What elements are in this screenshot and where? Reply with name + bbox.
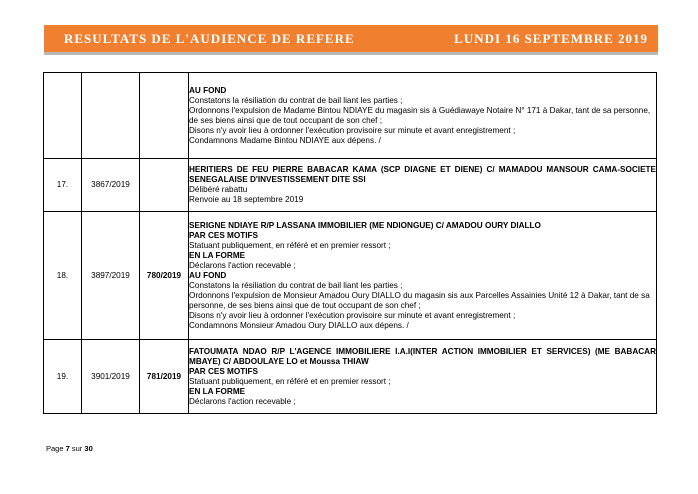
case-text-line: Ordonnons l'expulsion de Monsieur Amadou Oury DIALLO du magasin sis aux Parcelles Assainies Unité 12 à Dakar, tant de sa personne, de ses biens ainsi que de tout occupant de son chef ; <box>189 290 650 310</box>
case-text-line: Condamnons Madame Bintou NDIAYE aux dépens. / <box>189 135 381 145</box>
header-banner <box>44 25 658 55</box>
table-row <box>44 73 657 159</box>
case-number: 19. <box>44 340 82 414</box>
case-heading-line: EN LA FORME <box>189 386 246 396</box>
case-heading-line: FATOUMATA NDAO R/P L'AGENCE IMMOBILIERE I.A.I(INTER ACTION IMMOBILIER ET SERVICES) (ME BABACAR MBAYE) C/ ABDOULAYE LO et Moussa THIAW <box>189 346 656 366</box>
hearing-date: LUNDI 16 SEPTEMBRE 2019 <box>454 30 648 46</box>
table-row <box>44 212 657 340</box>
results-table <box>43 72 657 414</box>
case-text-line: Condamnons Monsieur Amadou Oury DIALLO aux dépens. / <box>189 320 409 330</box>
case-number <box>44 73 82 159</box>
decision-number: 780/2019 <box>140 212 189 340</box>
case-heading-line: AU FOND <box>189 270 227 280</box>
case-details <box>189 73 657 159</box>
case-text-line: Constatons la résiliation du contrat de bail liant les parties ; <box>189 280 403 290</box>
case-details <box>189 340 657 414</box>
decision-number <box>140 73 189 159</box>
document-title: RESULTATS DE L'AUDIENCE DE REFERE <box>64 30 355 46</box>
results-table-body <box>44 73 657 414</box>
table-row <box>44 159 657 212</box>
case-registry <box>82 73 140 159</box>
case-heading-line: PAR CES MOTIFS <box>189 366 258 376</box>
case-number: 17. <box>44 159 82 212</box>
page-label: Page <box>46 444 64 453</box>
case-heading-line: AU FOND <box>189 85 227 95</box>
case-details <box>189 212 657 340</box>
case-heading-line: HERITIERS DE FEU PIERRE BABACAR KAMA (SCP DIAGNE ET DIENE) C/ MAMADOU MANSOUR CAMA-SOCIETE SENEGALAISE D'INVESTISSEMENT DITE SSI <box>189 165 656 184</box>
page-current: 7 <box>65 444 70 453</box>
page-sep: sur <box>71 444 83 453</box>
page-footer <box>46 444 93 453</box>
case-registry: 3901/2019 <box>82 340 140 414</box>
page-total: 30 <box>84 444 93 453</box>
case-text-line: Statuant publiquement, en référé et en premier ressort ; <box>189 240 391 250</box>
case-number: 18. <box>44 212 82 340</box>
case-text-line: Ordonnons l'expulsion de Madame Bintou NDIAYE du magasin sis à Guédiawaye Notaire N° 171 à Dakar, tant de sa personne, de ses biens ainsi que de tout occupant de son chef ; <box>189 105 651 125</box>
case-text-line: Renvoie au 18 septembre 2019 <box>189 195 304 204</box>
case-text-line: Disons n'y avoir lieu à ordonner l'exécution provisoire sur minute et avant enregistrement ; <box>189 125 516 135</box>
case-text-line: Déclarons l'action recevable ; <box>189 260 296 270</box>
case-registry: 3897/2019 <box>82 212 140 340</box>
case-heading-line: SERIGNE NDIAYE R/P LASSANA IMMOBILIER (ME NDIONGUE) C/ AMADOU OURY DIALLO <box>189 220 541 230</box>
case-text-line: Statuant publiquement, en référé et en premier ressort ; <box>189 376 391 386</box>
case-details <box>189 159 657 212</box>
case-heading-line: EN LA FORME <box>189 250 246 260</box>
case-text-line: Déclarons l'action recevable ; <box>189 396 296 406</box>
case-text-line: Délibéré rabattu <box>189 185 248 194</box>
decision-number: 781/2019 <box>140 340 189 414</box>
table-row <box>44 340 657 414</box>
case-heading-line: PAR CES MOTIFS <box>189 230 258 240</box>
case-text-line: Constatons la résiliation du contrat de bail liant les parties ; <box>189 95 403 105</box>
case-registry: 3867/2019 <box>82 159 140 212</box>
case-text-line: Disons n'y avoir lieu à ordonner l'exécution provisoire sur minute et avant enregistrement ; <box>189 310 516 320</box>
decision-number <box>140 159 189 212</box>
